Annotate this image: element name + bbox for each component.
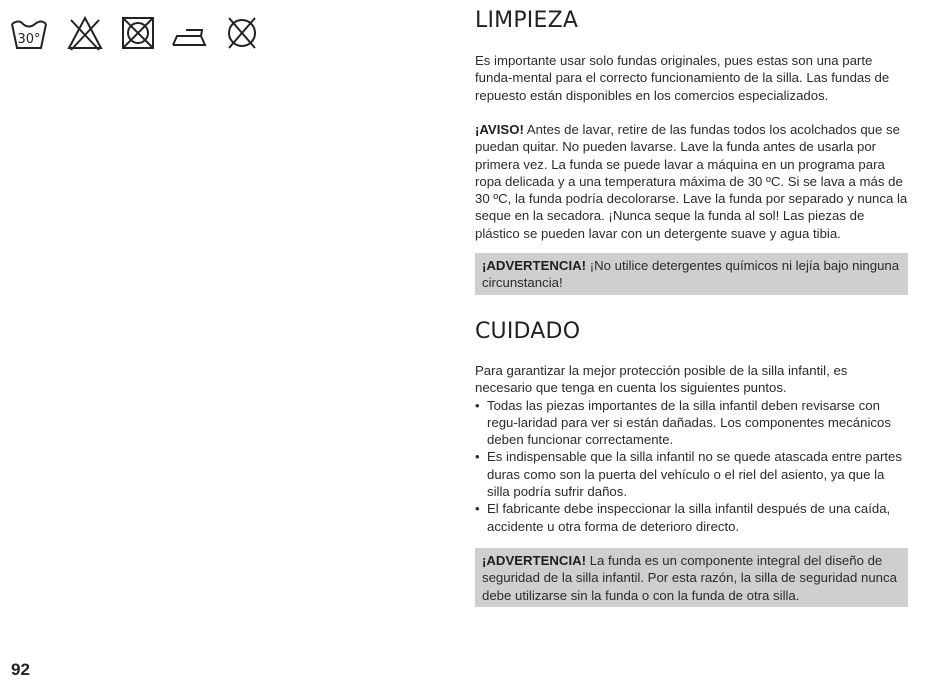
aviso-label: ¡AVISO! — [475, 122, 524, 137]
limpieza-title: LIMPIEZA — [475, 8, 579, 33]
no-tumble-dry-icon — [120, 14, 158, 54]
list-item: • Es indispensable que la silla infantil no se quede atascada entre partes duras como son la puerta del vehículo o el riel del asiento, ya que la silla podría sufrir daños. — [475, 448, 908, 500]
aviso-paragraph — [475, 121, 908, 242]
cuidado-body — [475, 362, 908, 535]
aviso-text: Antes de lavar, retire de las fundas todos los acolchados que se puedan quitar. No pueden lavarse. Lave la funda antes de usarla por primera vez. La funda se puede lavar a máquina en un programa para ropa delicada y a una temperatura máxima de 30 ºC. Si se lava a más de 30 ºC, la funda podría decolorarse. Lave la funda por separado y nunca la seque en la secadora. ¡Nunca seque la funda al sol! Las piezas de plástico se pueden lavar con un detergente suave y agua tibia. — [475, 122, 908, 241]
cuidado-section — [475, 319, 908, 344]
wash-30-icon — [10, 14, 48, 54]
page-number: 92 — [11, 660, 30, 679]
limpieza-warning-box — [475, 253, 908, 295]
limpieza-warning-text: ¡No utilice detergentes químicos ni lejía bajo ninguna circunstancia! — [482, 258, 900, 291]
cuidado-bullet-list — [475, 397, 908, 535]
cuidado-intro-text: Para garantizar la mejor protección posible de la silla infantil, es necesario que tenga en cuenta los siguientes puntos. — [475, 363, 848, 396]
list-item: • Todas las piezas importantes de la silla infantil deben revisarse con regu-laridad para ver si están dañadas. Los componentes mecánicos deben funcionar correctamente. — [475, 397, 908, 449]
limpieza-section — [475, 8, 908, 33]
list-item: • El fabricante debe inspeccionar la silla infantil después de una caída, accidente u otra forma de deterioro directo. — [475, 500, 908, 535]
cuidado-warning-label: ¡ADVERTENCIA! — [482, 553, 587, 568]
cuidado-title: CUIDADO — [475, 319, 581, 344]
cuidado-warning-box — [475, 548, 908, 607]
wash-temperature-label: 30° — [17, 32, 41, 47]
no-bleach-icon — [66, 14, 104, 54]
low-iron-icon — [170, 14, 210, 54]
cuidado-warning-text: La funda es un componente integral del diseño de seguridad de la silla infantil. Por esta razón, la silla de seguridad nunca debe utilizarse sin la funda o con la funda de otra silla. — [482, 553, 897, 603]
limpieza-warning-label: ¡ADVERTENCIA! — [482, 258, 587, 273]
limpieza-intro-text: Es importante usar solo fundas originales, pues estas son una parte funda-mental para el correcto funcionamiento de la silla. Las fundas de repuesto están disponibles en los comercios especializados. — [475, 53, 890, 103]
no-dry-clean-icon — [224, 14, 262, 54]
limpieza-paragraph-1 — [475, 52, 908, 104]
